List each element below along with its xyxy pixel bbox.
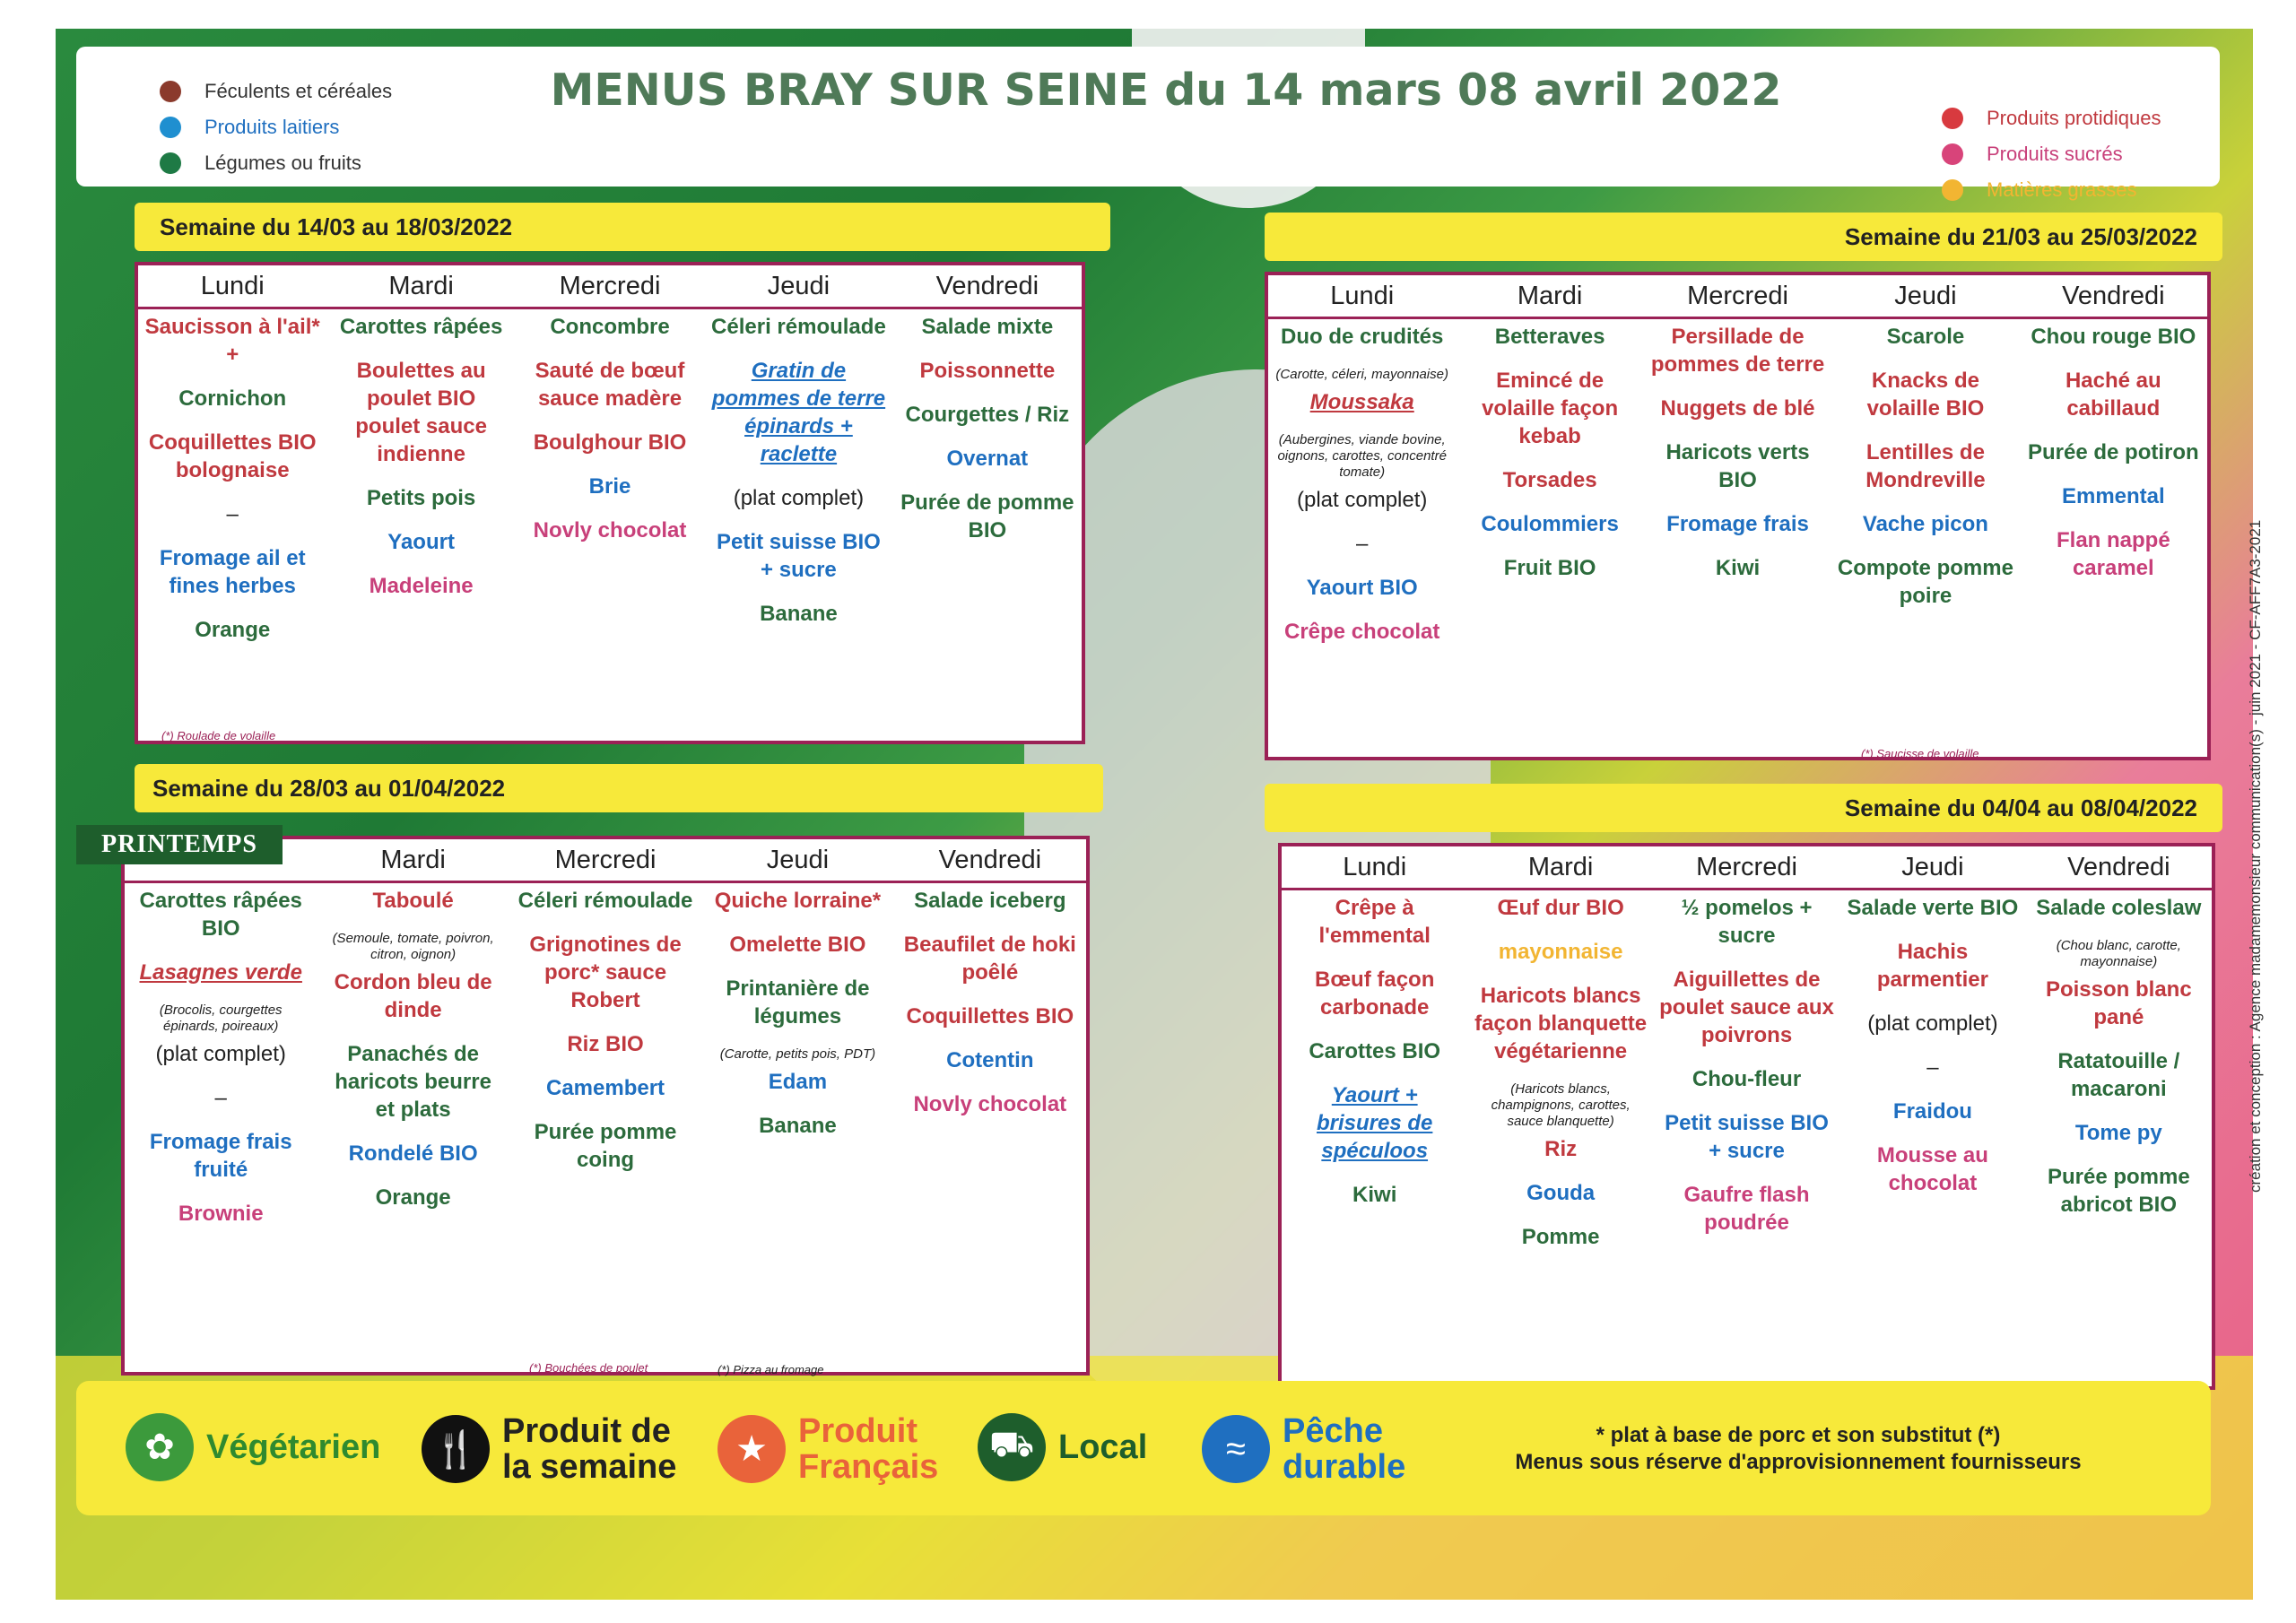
day-column <box>2026 890 2212 1386</box>
menu-item: Coulommiers <box>1481 512 1619 536</box>
day-header: Mercredi <box>559 272 661 300</box>
day-header-row <box>138 265 1082 309</box>
menu-item: Courgettes / Riz <box>905 403 1070 427</box>
day-column <box>516 309 704 741</box>
menu-item: Bœuf façon carbonade <box>1315 968 1435 1020</box>
menu-item: Yaourt + brisures de spéculoos <box>1317 1083 1433 1163</box>
menu-item: Emincé de volaille façon kebab <box>1482 369 1619 448</box>
day-header: Vendredi <box>938 846 1042 874</box>
menu-item: (Brocolis, courgettes épinards, poireaux) <box>159 1002 283 1034</box>
week-label: Semaine du 14/03 au 18/03/2022 <box>160 213 513 240</box>
menu-item: Cotentin <box>946 1048 1034 1072</box>
note-supply: Menus sous réserve d'approvisionnement fournisseurs <box>1515 1450 2082 1474</box>
menu-item: Rondelé BIO <box>348 1141 478 1166</box>
week-label: Semaine du 28/03 au 01/04/2022 <box>152 774 506 802</box>
menu-item: Mousse au chocolat <box>1876 1143 1988 1195</box>
menu-item: (Aubergines, viande bovine, oignons, carottes, concentré tomate) <box>1277 432 1447 480</box>
menu-item: Purée de pomme BIO <box>900 490 1074 542</box>
menu-item: (plat complet) <box>733 486 865 510</box>
badge-local <box>978 1413 1147 1481</box>
day-columns <box>1268 319 2207 757</box>
color-dot-icon <box>1942 179 1963 201</box>
day-column <box>894 883 1086 1372</box>
menu-item: Coquillettes BIO bolognaise <box>148 430 317 482</box>
day-header-row <box>1282 846 2212 890</box>
menu-item: Riz <box>1544 1137 1578 1161</box>
menu-item: Emmental <box>2061 484 2165 508</box>
menu-item: Œuf dur BIO <box>1497 896 1624 920</box>
menu-item: (Carotte, céleri, mayonnaise) <box>1275 367 1448 382</box>
day-column <box>125 883 317 1372</box>
menu-item: Petit suisse BIO + sucre <box>1665 1111 1829 1163</box>
menu-item: (plat complet) <box>1867 1011 1998 1036</box>
day-column <box>1644 319 1831 757</box>
cutlery-icon: 🍴 <box>422 1415 490 1483</box>
day-header: Mardi <box>388 272 454 300</box>
menu-item: Torsades <box>1502 468 1597 492</box>
menu-item: Salade iceberg <box>914 889 1066 913</box>
day-header: Vendredi <box>2062 282 2165 310</box>
menu-item: Madeleine <box>369 574 474 598</box>
menu-item: Petits pois <box>366 486 476 510</box>
badge-vegetarian <box>126 1413 380 1481</box>
day-header: Mardi <box>1527 853 1594 881</box>
menu-item: Carottes râpées <box>339 315 503 339</box>
menu-item: – <box>214 1086 227 1110</box>
week-band-1 <box>135 203 1110 251</box>
menu-item: Lasagnes verde <box>139 960 302 985</box>
credit-text: création et conception : Agence madamemonsieur communication(s) - juin 2021 - CF-AFF7A3-2021 <box>2247 519 2264 1193</box>
color-dot-icon <box>160 152 181 174</box>
color-dot-icon <box>1942 143 1963 165</box>
menu-item: Camembert <box>545 1076 665 1100</box>
menu-item: Cornichon <box>178 386 287 411</box>
footnote: (*) Saucisse de volaille <box>1861 747 1979 760</box>
badge-label: Produit Français <box>798 1412 939 1486</box>
badge-french <box>718 1413 942 1485</box>
menu-item: Chou rouge BIO <box>2031 325 2196 349</box>
note-pork: * plat à base de porc et son substitut (*) <box>1596 1423 2001 1447</box>
week-band-2 <box>1265 213 2222 261</box>
vegetarian-icon: ✿ <box>126 1413 194 1481</box>
day-header: Lundi <box>200 272 265 300</box>
menu-item: Chou-fleur <box>1692 1067 1802 1091</box>
menu-item: Kiwi <box>1715 556 1761 580</box>
day-columns <box>125 883 1086 1372</box>
menu-item: Banane <box>760 602 838 626</box>
menu-item: Kiwi <box>1352 1183 1397 1207</box>
menu-item: Compote pomme poire <box>1837 556 2013 608</box>
menu-item: Fromage ail et fines herbes <box>159 546 306 598</box>
menu-item: Tome py <box>2074 1121 2162 1145</box>
legend-item <box>160 109 392 145</box>
menu-item: (Semoule, tomate, poivron, citron, oignon) <box>332 931 494 962</box>
footnote: (*) Roulade de volaille <box>161 729 276 742</box>
day-column <box>1839 890 2025 1386</box>
badge-label: Végétarien <box>206 1428 381 1466</box>
day-column <box>1268 319 1456 757</box>
footnote: (*) Pizza au fromage <box>718 1363 824 1376</box>
menu-item: Orange <box>375 1185 451 1210</box>
menu-item: Lentilles de Mondreville <box>1866 440 1986 492</box>
menu-item: Overnat <box>946 447 1029 471</box>
day-column <box>701 883 893 1372</box>
menu-item: Saucisson à l'ail* + <box>144 315 320 367</box>
bottom-legend <box>76 1381 2211 1515</box>
week-band-4 <box>1265 784 2222 832</box>
menu-item: Duo de crudités <box>1281 325 1444 349</box>
menu-item: Grignotines de porc* sauce Robert <box>529 933 682 1012</box>
badge-fish <box>1202 1413 1426 1485</box>
menu-item: ½ pomelos + sucre <box>1681 896 1813 948</box>
menu-item: Salade mixte <box>921 315 1054 339</box>
day-header: Vendredi <box>2067 853 2170 881</box>
badge-week-product <box>422 1413 682 1485</box>
day-header: Mercredi <box>1687 282 1788 310</box>
menu-item: Coquillettes BIO <box>906 1004 1074 1028</box>
printemps-label: PRINTEMPS <box>76 825 283 864</box>
week-band-3 <box>135 764 1103 812</box>
day-column <box>1654 890 1839 1386</box>
menu-item: Salade coleslaw <box>2036 896 2202 920</box>
menu-item: Edam <box>768 1070 828 1094</box>
menu-item: Omelette BIO <box>729 933 866 957</box>
day-column <box>893 309 1082 741</box>
wheelbarrow-icon: ⛟ <box>978 1413 1046 1481</box>
legend-label: Produits laitiers <box>204 116 340 138</box>
menu-item: (Haricots blancs, champignons, carottes, sauce blanquette) <box>1491 1081 1631 1129</box>
menu-item: mayonnaise <box>1498 940 1623 964</box>
menu-item: Flan nappé caramel <box>2056 528 2170 580</box>
menu-item: Cordon bleu de dinde <box>334 970 492 1022</box>
day-header: Mercredi <box>1696 853 1797 881</box>
menu-item: Panachés de haricots beurre et plats <box>335 1042 491 1122</box>
menu-item: – <box>1356 532 1369 556</box>
menu-item: Pomme <box>1521 1225 1600 1249</box>
day-header: Jeudi <box>1894 282 1957 310</box>
menu-item: Persillade de pommes de terre <box>1650 325 1825 377</box>
menu-item: Banane <box>759 1114 837 1138</box>
menu-item: Purée pomme abricot BIO <box>2047 1165 2190 1217</box>
menu-item: (plat complet) <box>155 1042 286 1066</box>
menu-item: Boulettes au poulet BIO poulet sauce indienne <box>355 359 487 466</box>
menu-item: (Chou blanc, carotte, mayonnaise) <box>2056 938 2181 969</box>
day-column <box>1467 890 1653 1386</box>
menu-item: Gaufre flash poudrée <box>1683 1183 1810 1235</box>
day-column <box>1282 890 1467 1386</box>
menu-item: Petit suisse BIO + sucre <box>717 530 881 582</box>
menu-item: Novly chocolat <box>533 518 687 542</box>
color-dot-icon <box>160 117 181 138</box>
menu-item: Printanière de légumes <box>726 976 870 1028</box>
legend-item <box>1942 100 2161 136</box>
week-grid-4 <box>1278 843 2215 1390</box>
menu-item: Salade verte BIO <box>1847 896 2019 920</box>
day-header-row <box>1268 275 2207 319</box>
menu-item: Crêpe chocolat <box>1284 620 1440 644</box>
day-header: Jeudi <box>766 846 830 874</box>
menu-item: Nuggets de blé <box>1660 396 1815 421</box>
legend-right <box>1942 100 2161 208</box>
menu-item: Purée de potiron <box>2027 440 2199 464</box>
menu-item: Sauté de bœuf sauce madère <box>535 359 685 411</box>
menu-item: Gouda <box>1526 1181 1596 1205</box>
legend-left <box>160 74 392 181</box>
week-grid-2 <box>1265 272 2211 760</box>
menu-item: – <box>1926 1055 1939 1080</box>
week-label: Semaine du 21/03 au 25/03/2022 <box>1844 222 2197 250</box>
footnote: (*) Bouchées de poulet <box>529 1361 648 1375</box>
badge-label: Pêche durable <box>1283 1412 1406 1486</box>
menu-item: Poissonnette <box>919 359 1056 383</box>
menu-item: Taboulé <box>372 889 454 913</box>
menu-item: Crêpe à l'emmental <box>1318 896 1431 948</box>
legend-label: Matières grasses <box>1987 178 2137 201</box>
day-column <box>317 883 509 1372</box>
color-dot-icon <box>1942 108 1963 129</box>
menu-item: Fromage frais <box>1666 512 1809 536</box>
menu-item: – <box>226 502 239 526</box>
page-title: MENUS BRAY SUR SEINE du 14 mars 08 avril 2022 <box>550 65 1782 116</box>
menu-item: Haché au cabillaud <box>2065 369 2161 421</box>
legend-label: Produits protidiques <box>1987 107 2161 129</box>
day-column <box>1831 319 2019 757</box>
menu-item: Boulghour BIO <box>533 430 687 455</box>
menu-item: Gratin de pommes de terre épinards + raclette <box>711 359 886 466</box>
side-credit <box>2220 135 2264 1211</box>
day-header: Vendredi <box>935 272 1039 300</box>
menu-item: (Carotte, petits pois, PDT) <box>719 1046 876 1062</box>
menu-item: Ratatouille / macaroni <box>2057 1049 2180 1101</box>
menu-item: Concombre <box>550 315 670 339</box>
day-columns <box>138 309 1082 741</box>
menu-item: Aiguillettes de poulet sauce aux poivrons <box>1659 968 1834 1047</box>
day-column <box>509 883 701 1372</box>
legend-label: Produits sucrés <box>1987 143 2123 165</box>
day-header: Lundi <box>1330 282 1395 310</box>
day-header: Lundi <box>1343 853 1407 881</box>
menu-item: Poisson blanc pané <box>2045 977 2192 1029</box>
menu-item: Hachis parmentier <box>1876 940 1988 992</box>
legend-item <box>160 145 392 181</box>
menu-item: (plat complet) <box>1297 488 1428 512</box>
legend-label: Légumes ou fruits <box>204 152 361 174</box>
menu-item: Fromage frais fruité <box>149 1130 292 1182</box>
legend-label: Féculents et céréales <box>204 80 393 102</box>
wave-icon: ≈ <box>1202 1415 1270 1483</box>
menu-item: Carottes BIO <box>1309 1039 1441 1063</box>
color-dot-icon <box>160 81 181 102</box>
day-column <box>138 309 326 741</box>
menu-item: Betteraves <box>1494 325 1605 349</box>
menu-item: Knacks de volaille BIO <box>1866 369 1985 421</box>
menu-item: Fraidou <box>1892 1099 1972 1124</box>
legend-item <box>1942 172 2161 208</box>
menu-item: Brownie <box>178 1202 264 1226</box>
day-header: Jeudi <box>767 272 831 300</box>
day-header: Mardi <box>1517 282 1583 310</box>
menu-item: Scarole <box>1886 325 1965 349</box>
badge-label: Local <box>1058 1428 1148 1466</box>
week-label: Semaine du 04/04 au 08/04/2022 <box>1844 794 2197 821</box>
week-grid-1 <box>135 262 1085 744</box>
menu-item: Céleri rémoulade <box>517 889 693 913</box>
menu-item: Yaourt <box>387 530 455 554</box>
day-header: Jeudi <box>1901 853 1964 881</box>
menu-item: Yaourt BIO <box>1306 576 1418 600</box>
day-columns <box>1282 890 2212 1386</box>
menu-item: Purée pomme coing <box>534 1120 677 1172</box>
day-column <box>326 309 515 741</box>
week-grid-3 <box>121 836 1090 1376</box>
menu-item: Brie <box>588 474 631 499</box>
menu-item: Haricots blancs façon blanquette végétarienne <box>1474 984 1648 1063</box>
menu-item: Moussaka <box>1309 390 1414 414</box>
day-header: Mardi <box>380 846 446 874</box>
day-column <box>704 309 892 741</box>
legend-item <box>1942 136 2161 172</box>
day-header: Mercredi <box>554 846 657 874</box>
france-icon: ★ <box>718 1415 786 1483</box>
menu-item: Novly chocolat <box>913 1092 1067 1116</box>
menu-item: Fruit BIO <box>1503 556 1596 580</box>
menu-item: Vache picon <box>1862 512 1988 536</box>
day-column <box>2020 319 2207 757</box>
menu-item: Haricots verts BIO <box>1665 440 1810 492</box>
menu-item: Beaufilet de hoki poêlé <box>903 933 1076 985</box>
menu-item: Riz BIO <box>567 1032 644 1056</box>
menu-item: Carottes râpées BIO <box>139 889 302 941</box>
menu-item: Orange <box>195 618 271 642</box>
badge-label: Produit de la semaine <box>502 1412 677 1486</box>
menu-item: Quiche lorraine* <box>714 889 882 913</box>
menu-item: Céleri rémoulade <box>711 315 886 339</box>
legend-item <box>160 74 392 109</box>
notes <box>1439 1422 2157 1476</box>
day-column <box>1456 319 1643 757</box>
